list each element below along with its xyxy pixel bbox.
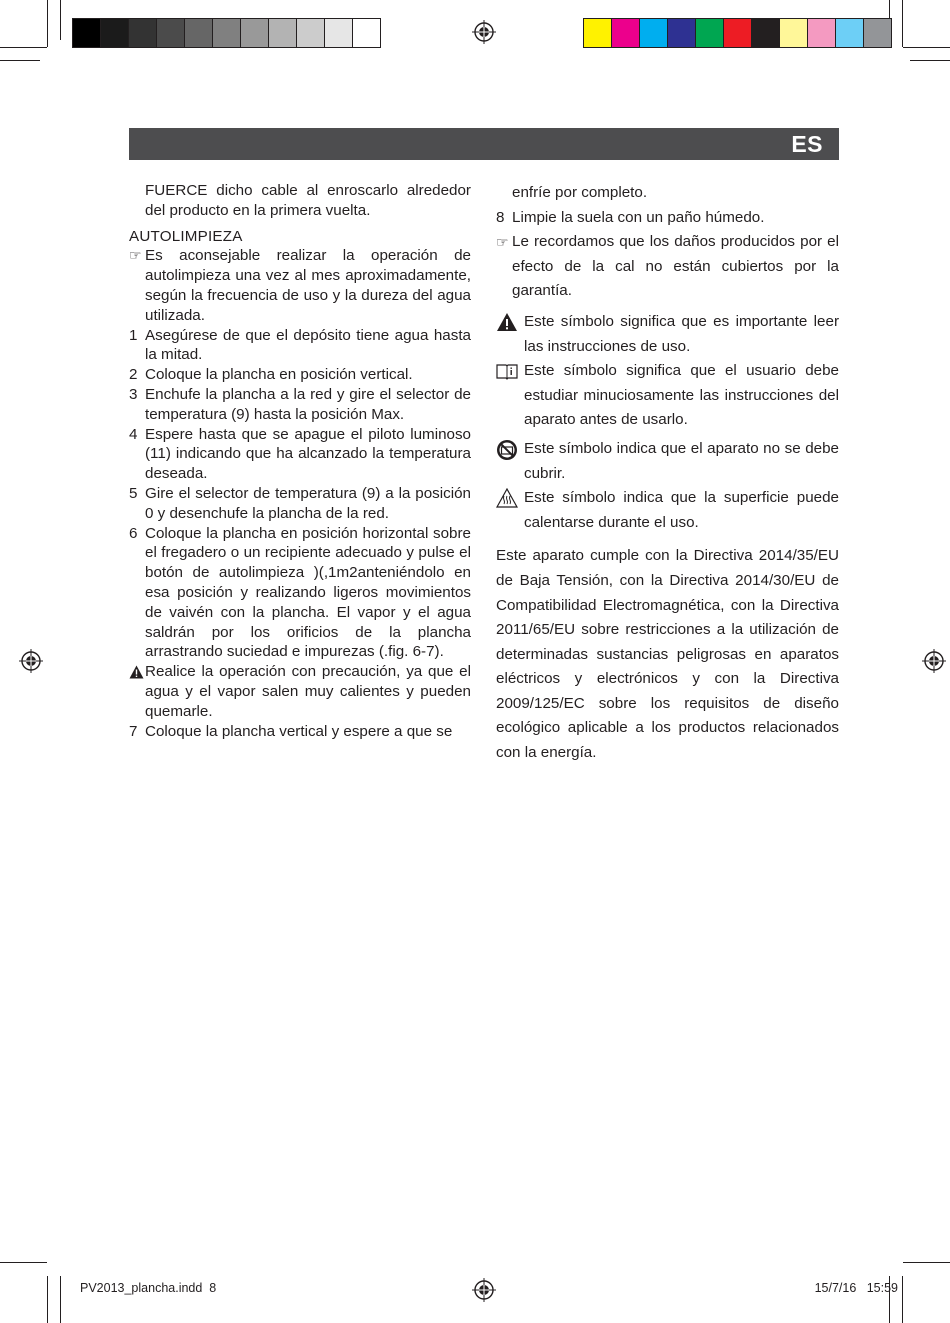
- symbol-text: Este símbolo indica que el aparato no se debe cubrir.: [524, 439, 839, 482]
- registration-mark-icon: [472, 1278, 496, 1302]
- step-item: [129, 524, 471, 663]
- color-swatch: [584, 19, 612, 47]
- step-item: [129, 484, 471, 524]
- continuation-text: enfríe por completo.: [512, 184, 648, 201]
- step-number: 8: [496, 208, 505, 226]
- hot-surface-icon: [496, 488, 518, 508]
- crop-mark: [0, 1262, 47, 1263]
- step-item: [129, 722, 471, 742]
- color-swatch: [864, 19, 891, 47]
- section-heading: AUTOLIMPIEZA: [129, 227, 243, 245]
- crop-mark: [903, 47, 950, 48]
- registration-mark-icon: [19, 649, 43, 673]
- color-swatch: [836, 19, 864, 47]
- symbol-item: [496, 310, 839, 359]
- compliance-paragraph: Este aparato cumple con la Directiva 2014/35/EU de Baja Tensión, con la Directiva 2014/30/EU de Compatibilidad Electromagnética, con la Directiva 2011/65/EU sobre restricciones a la utilización de determinadas sustancias peligrosas en aparatos eléctricos y electrónicos y con la Directiva 2009/125/EC sobre los requisitos de diseño ecológico aplicable a los productos relacionados con la energía.: [496, 547, 839, 762]
- color-swatch: [157, 19, 185, 47]
- color-swatch: [724, 19, 752, 47]
- color-swatch: [752, 19, 780, 47]
- color-swatch: [325, 19, 353, 47]
- left-column: [129, 181, 471, 741]
- crop-mark: [0, 60, 40, 61]
- color-swatch: [612, 19, 640, 47]
- color-swatch: [780, 19, 808, 47]
- footer-filename: PV2013_plancha.indd: [80, 1281, 203, 1295]
- color-swatch: [213, 19, 241, 47]
- step-text: Limpie la suela con un paño húmedo.: [512, 208, 765, 226]
- right-column: [496, 181, 839, 766]
- symbol-item: [496, 486, 839, 535]
- crop-mark: [0, 47, 47, 48]
- note-paragraph: [496, 230, 839, 304]
- crop-mark: [902, 0, 903, 47]
- manual-book-icon: [496, 361, 518, 381]
- footer-date: 15/7/16: [814, 1281, 857, 1295]
- symbol-item: [496, 437, 839, 486]
- footer-slug: [80, 1281, 216, 1295]
- registration-mark-icon: [472, 20, 496, 44]
- color-swatch: [101, 19, 129, 47]
- color-swatch: [129, 19, 157, 47]
- color-swatch: [241, 19, 269, 47]
- step-number: 3: [129, 385, 138, 403]
- footer-time: 15:59: [866, 1281, 898, 1295]
- crop-mark: [902, 1276, 903, 1323]
- symbol-text: Este símbolo significa que el usuario debe estudiar minuciosamente las instrucciones del aparato antes de usarlo.: [524, 362, 839, 429]
- step-text: Gire el selector de temperatura (9) a la posición 0 y desenchufe la plancha de la red.: [145, 484, 471, 522]
- pointing-hand-icon: ☞: [496, 234, 509, 251]
- do-not-cover-icon: [496, 439, 518, 461]
- registration-mark-icon: [922, 649, 946, 673]
- note-paragraph: [129, 246, 471, 325]
- step-text: Coloque la plancha vertical y espere a que se: [145, 722, 453, 740]
- color-swatch: [808, 19, 836, 47]
- language-header-bar: [129, 128, 839, 160]
- color-swatch: [73, 19, 101, 47]
- crop-mark: [910, 60, 950, 61]
- step-item: [129, 425, 471, 484]
- note-text: Le recordamos que los daños producidos por el efecto de la cal no están cubiertos por la garantía.: [512, 233, 839, 300]
- crop-mark: [903, 1262, 950, 1263]
- step-text: Coloque la plancha en posición vertical.: [145, 366, 413, 384]
- step-text: Enchufe la plancha a la red y gire el selector de temperatura (9) hasta la posición Max.: [145, 385, 471, 423]
- step-item: [496, 206, 839, 231]
- crop-mark: [60, 0, 61, 40]
- footer-timestamp: [815, 1281, 898, 1295]
- warning-text: Realice la operación con precaución, ya que el agua y el vapor salen muy calientes y pueden quemarle.: [145, 663, 471, 720]
- warning-triangle-icon: [129, 665, 144, 679]
- step-number: 6: [129, 524, 138, 542]
- note-text: Es aconsejable realizar la operación de autolimpieza una vez al mes aproximadamente, según la frecuencia de uso y la dureza del agua utilizada.: [145, 247, 471, 324]
- step-number: 4: [129, 425, 138, 443]
- color-swatch: [640, 19, 668, 47]
- step-item: [129, 385, 471, 425]
- color-swatch: [353, 19, 380, 47]
- footer-page-number: 8: [209, 1281, 217, 1295]
- intro-paragraph: FUERCE dicho cable al enroscarlo alrededor del producto en la primera vuelta.: [145, 182, 471, 219]
- warning-triangle-icon: [496, 312, 518, 332]
- step-item: [129, 326, 471, 366]
- step-text: Espere hasta que se apague el piloto luminoso (11) indicando que ha alcanzado la temperatura deseada.: [145, 425, 471, 483]
- grayscale-color-bar: [72, 18, 381, 48]
- step-item: [129, 365, 471, 385]
- language-code: ES: [791, 131, 823, 157]
- color-swatch: [269, 19, 297, 47]
- crop-mark: [47, 0, 48, 47]
- color-swatch: [668, 19, 696, 47]
- step-number: 1: [129, 326, 138, 344]
- color-swatch: [297, 19, 325, 47]
- step-number: 7: [129, 722, 138, 740]
- step-number: 2: [129, 366, 138, 384]
- process-color-bar: [583, 18, 892, 48]
- color-swatch: [185, 19, 213, 47]
- warning-paragraph: [129, 662, 471, 721]
- crop-mark: [47, 1276, 48, 1323]
- symbol-item: [496, 359, 839, 433]
- crop-mark: [60, 1276, 61, 1323]
- pointing-hand-icon: ☞: [129, 247, 142, 264]
- step-number: 5: [129, 484, 138, 502]
- color-swatch: [696, 19, 724, 47]
- step-text: Asegúrese de que el depósito tiene agua hasta la mitad.: [145, 326, 471, 364]
- symbol-text: Este símbolo significa que es importante leer las instrucciones de uso.: [524, 312, 839, 355]
- step-text: Coloque la plancha en posición horizontal sobre el fregadero o un recipiente adecuado y pulse el botón de autolimpieza )(,1m2anteniéndolo en esa posición y realizando ligeros movimientos de vaivén con la plancha. El vapor y el agua saldrán por los orificios de la plancha arrastrando suciedad e impurezas (.fig. 6-7).: [145, 524, 471, 661]
- symbol-text: Este símbolo indica que la superficie puede calentarse durante el uso.: [524, 489, 839, 531]
